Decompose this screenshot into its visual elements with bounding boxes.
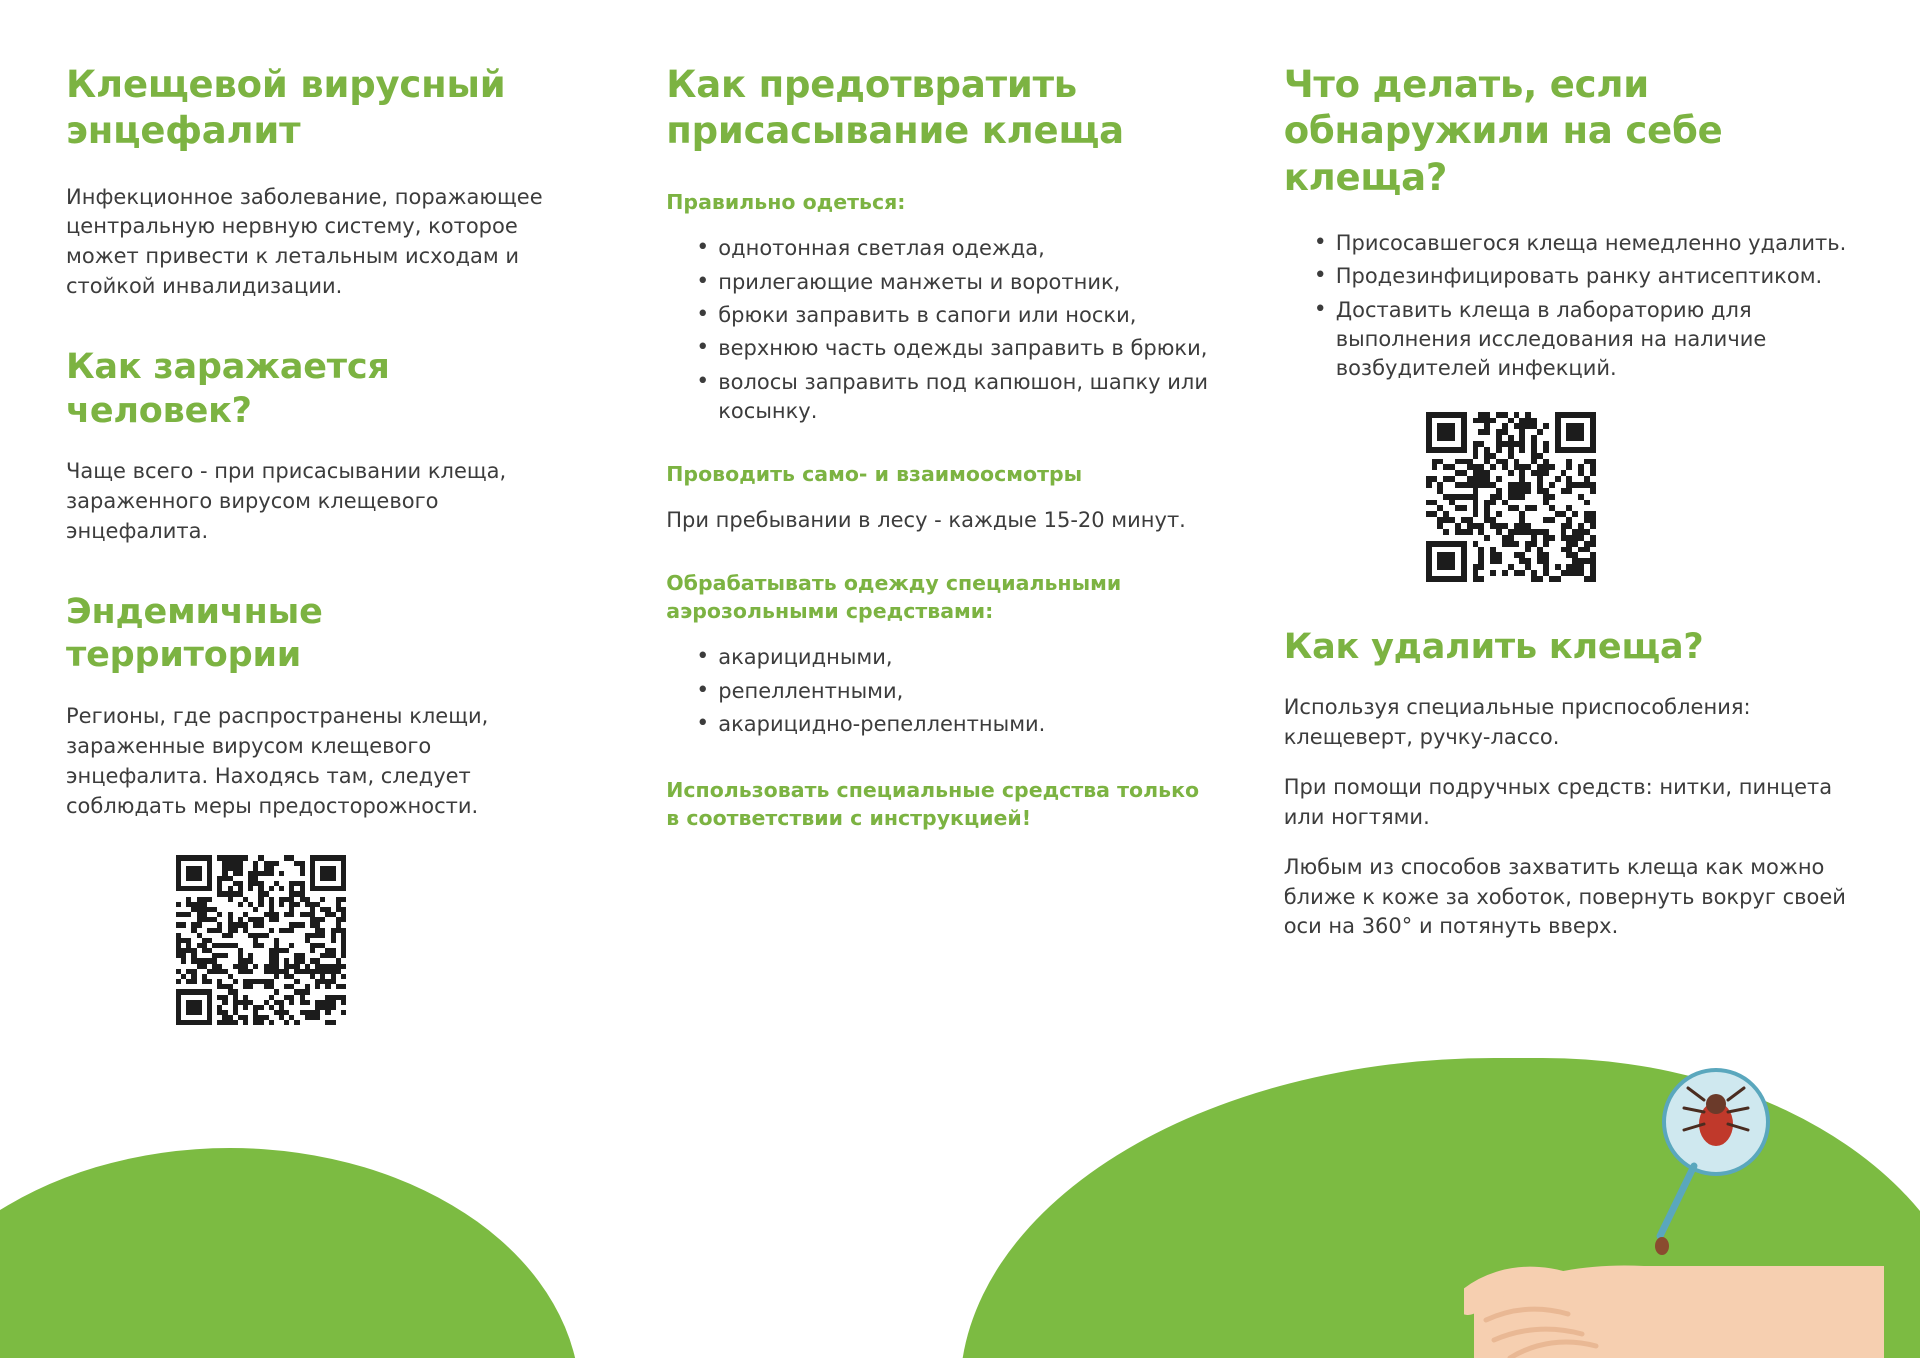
qr-code-tick-laboratory[interactable] — [1426, 412, 1596, 582]
section-title-territories: Эндемичные территории — [66, 591, 323, 676]
section-title-prevention: Как предотвратить присасывание клеща — [666, 63, 1124, 153]
section-title-infection: Как заражается человек? — [66, 346, 390, 431]
list-item: • Продезинфицировать ранку антисептиком. — [1314, 262, 1860, 291]
column-actions — [1284, 62, 1860, 1025]
qr-code-endemic-territories[interactable] — [176, 855, 346, 1025]
decorative-blob-left — [0, 1148, 580, 1358]
section-title-if-found: Что делать, если обнаружили на себе клеща? — [1283, 63, 1723, 199]
section-title-remove-tick: Как удалить клеща? — [1283, 626, 1704, 667]
column-prevention — [666, 62, 1283, 1025]
list-item: • однотонная светлая одежда, — [696, 234, 1213, 263]
list-item: • волосы заправить под капюшон, шапку или косынку. — [696, 368, 1213, 427]
arm-with-tick-illustration — [1464, 1058, 1884, 1358]
page-title: Клещевой вирусный энцефалит — [66, 63, 506, 153]
list-item: • репеллентными, — [696, 677, 1213, 706]
infection-paragraph: Чаще всего - при присасывании клеща, зараженного вирусом клещевого энцефалита. — [66, 459, 507, 543]
list-item: • брюки заправить в сапоги или носки, — [696, 301, 1213, 330]
tick-on-skin-icon — [1655, 1237, 1669, 1255]
subheading-self-inspection: Проводить само- и взаимоосмотры — [666, 461, 1083, 486]
list-item: • акарицидно-репеллентными. — [696, 710, 1213, 739]
remove-tick-paragraph-2: При помощи подручных средств: нитки, пинцета или ногтями. — [1283, 775, 1833, 829]
list-dress-properly — [666, 234, 1213, 426]
remove-tick-paragraph-1: Используя специальные приспособления: клещеверт, ручку-лассо. — [1283, 695, 1751, 750]
list-item: • верхнюю часть одежды заправить в брюки, — [696, 334, 1213, 363]
list-item: • акарицидными, — [696, 643, 1213, 672]
list-item: • прилегающие манжеты и воротник, — [696, 268, 1213, 297]
territories-paragraph: Регионы, где распространены клещи, зараженные вирусом клещевого энцефалита. Находясь там, следует соблюдать меры предосторожности. — [66, 704, 489, 818]
list-item: • Доставить клеща в лабораторию для выполнения исследования на наличие возбудителей инфекций. — [1314, 296, 1860, 384]
hand-and-arm-icon — [1468, 1265, 1884, 1358]
remove-tick-paragraph-3: Любым из способов захватить клеща как можно ближе к коже за хоботок, повернуть вокруг своей оси на 360° и потянуть вверх. — [1283, 854, 1846, 939]
list-aerosol-types — [666, 643, 1213, 739]
instruction-warning: Использовать специальные средства только в соответствии с инструкцией! — [666, 777, 1200, 830]
subheading-aerosol-treatment: Обрабатывать одежду специальными аэрозольными средствами: — [666, 571, 1122, 623]
list-actions-if-found — [1284, 229, 1860, 384]
list-item: • Присосавшегося клеща немедленно удалить. — [1314, 229, 1860, 258]
intro-paragraph: Инфекционное заболевание, поражающее центральную нервную систему, которое может привести к летальным исходам и стойкой инвалидизации. — [66, 184, 543, 298]
magnifier-icon — [1660, 1070, 1768, 1236]
column-overview — [66, 62, 666, 1025]
subheading-dress-properly: Правильно одеться: — [666, 189, 906, 214]
self-inspection-paragraph: При пребывании в лесу - каждые 15-20 минут. — [666, 508, 1186, 533]
